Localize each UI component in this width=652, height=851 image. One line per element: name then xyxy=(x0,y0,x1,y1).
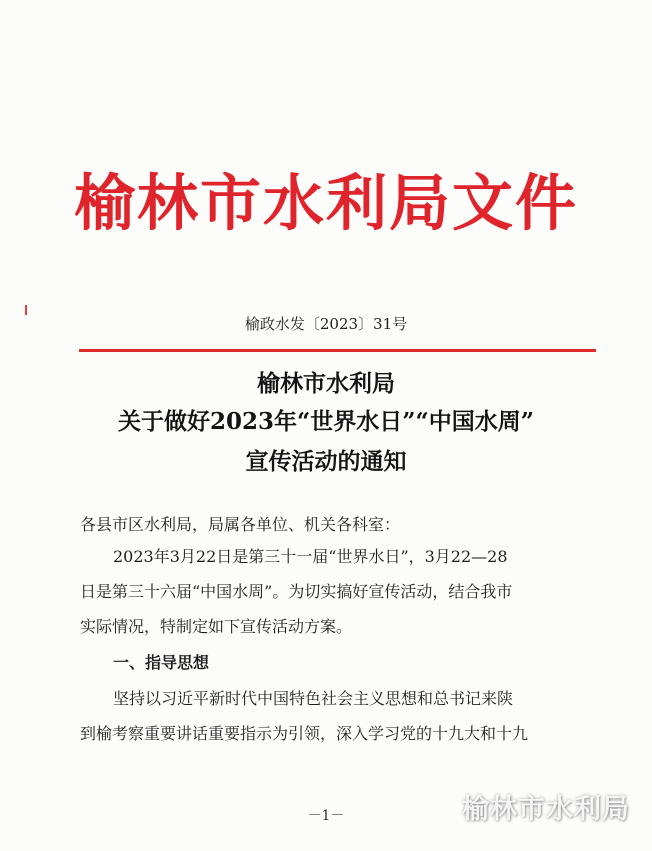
document-number: 榆政水发〔2023〕31号 xyxy=(244,315,408,333)
document-masthead: 榆林市水利局文件 xyxy=(73,168,578,239)
page-number: －1－ xyxy=(307,808,345,824)
paragraph-1-line-3: 实际情况，特制定如下宣传活动方案。 xyxy=(80,617,353,636)
paragraph-2-line-2: 到榆考察重要讲话重要指示为引领，深入学习党的十九大和十九 xyxy=(80,724,529,743)
title-line-3: 宣传活动的通知 xyxy=(245,448,407,475)
title-line-2: 关于做好2023年“世界水日”“中国水周” xyxy=(118,408,534,435)
title-line-1: 榆林市水利局 xyxy=(257,370,395,397)
paragraph-1-line-1: 2023年3月22日是第三十一届“世界水日”，3月22—28 xyxy=(113,547,508,566)
red-divider-line xyxy=(79,349,596,352)
section-1-heading: 一、指导思想 xyxy=(113,653,210,672)
paragraph-1-line-2: 日是第三十六届“中国水周”。为切实搞好宣传活动，结合我市 xyxy=(80,582,513,601)
watermark: 榆林市水利局 xyxy=(462,794,630,825)
salutation: 各县市区水利局，局属各单位、机关各科室： xyxy=(80,515,401,534)
paragraph-2-line-1: 坚持以习近平新时代中国特色社会主义思想和总书记来陕 xyxy=(113,689,514,708)
